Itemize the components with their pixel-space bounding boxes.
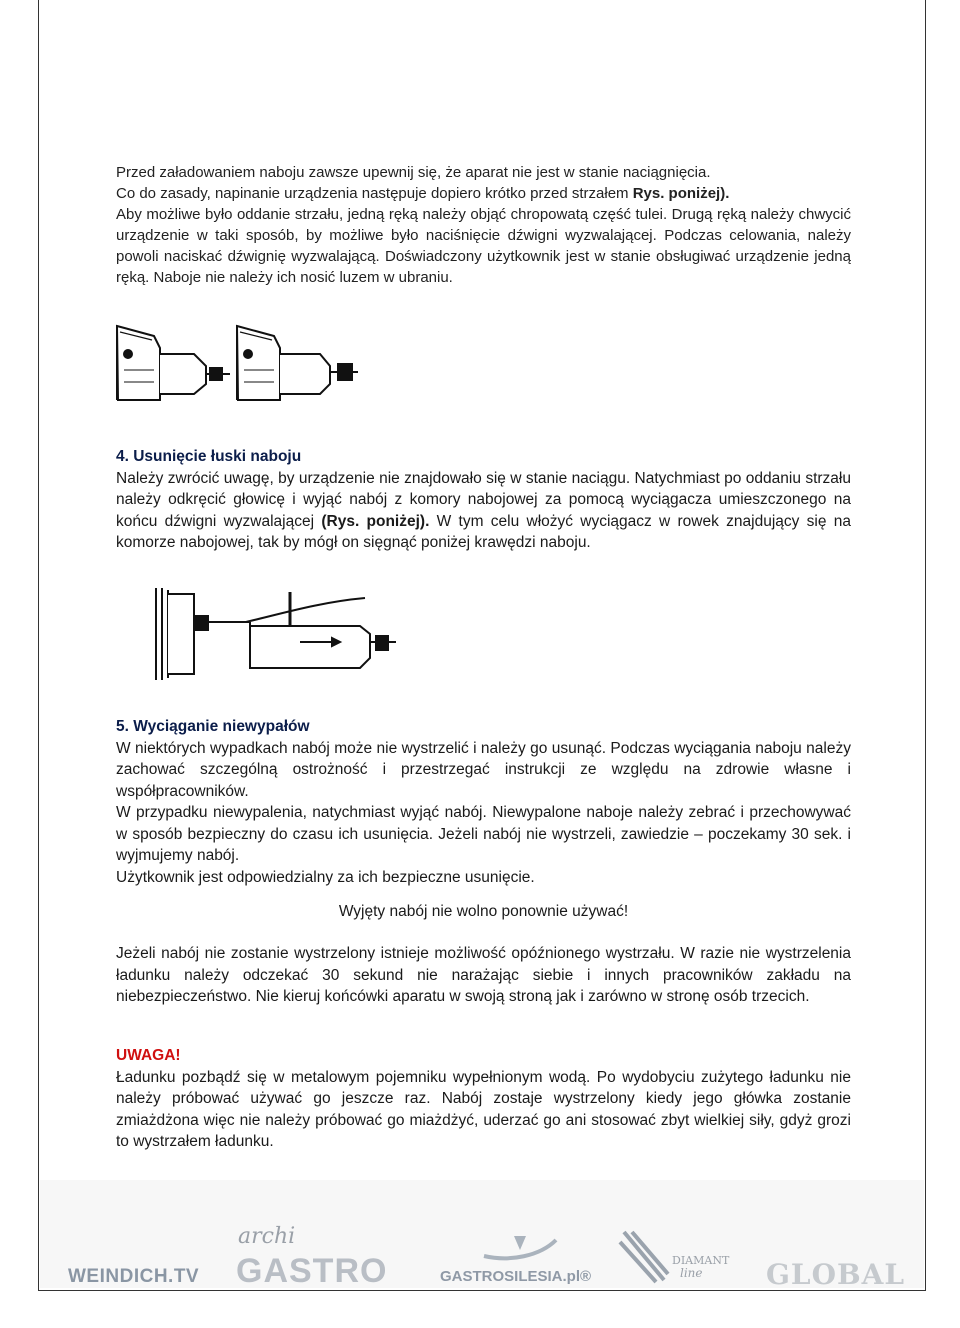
tool-drawing-left — [117, 326, 230, 400]
logo-gastro: GASTRO — [236, 1252, 388, 1290]
diamant-emblem-icon — [616, 1228, 672, 1284]
intro-paragraph — [116, 162, 851, 288]
warning-section — [116, 1045, 851, 1153]
logo-global: GLOBAL — [766, 1258, 906, 1291]
section-4-text-b: W tym celu włożyć wyciągacz w rowek znajdujący się na komorze nabojowej, tak by mógł on sięgnąć poniżej krawędzi naboju. — [116, 512, 851, 551]
section-5-paragraph-3: Użytkownik jest odpowiedzialny za ich bezpieczne usunięcie. — [116, 868, 535, 886]
warning-text: Ładunku pozbądź się w metalowym pojemniku wypełnionym wodą. Po wydobyciu zużytego ładunku nie należy próbować używać go jeszcze raz. Nabój zostaje wystrzelony kiedy jego główka zostanie zmiażdżona więc nie należy próbować go miażdżyć, uderzać go ani stosować zbyt wielkiej siły, gdyż grozi to wystrzałem ładunku. — [116, 1068, 851, 1150]
extraction-figure — [150, 584, 400, 684]
logo-gastrosilesia: GASTROSILESIA.pl® — [440, 1268, 592, 1285]
delayed-shot-paragraph: Jeżeli nabój nie zostanie wystrzelony istnieje możliwość opóźnionego wystrzału. W razie nie wystrzelenia ładunku należy odczekać 30 sekund nie narażając siebie i innych pracowników zakładu na niebezpieczeństwo. Nie kieruj końcówki aparatu w swoją stroną jak i zarówno w stronę osób trzecich. — [116, 945, 851, 1005]
logo-diamant: DIAMANT — [672, 1254, 730, 1267]
intro-line-2 — [116, 183, 851, 204]
section-4-text — [116, 468, 851, 554]
intro-rest: Aby możliwe było oddanie strzału, jedną ręką należy objąć chropowatą część tulei. Drugą ręką należy chwycić urządzenie w taki sposób, by możliwe było naciśnięcie dźwigni wyzwalającej. Podczas celowania, należy powoli naciskać dźwignię wyzwalającą. Doświadczony użytkownik jest w stanie obsługiwać urządzenie jedną ręką. Naboje nie należy ich nosić luzem w ubraniu. — [116, 206, 851, 286]
logo-weindich: WEINDICH.TV — [68, 1266, 200, 1287]
intro-line-2-text: Co do zasady, napinanie urządzenia następuje dopiero krótko przed strzałem — [116, 185, 629, 202]
section-4-heading: 4. Usunięcie łuski naboju — [116, 448, 302, 465]
warning-title: UWAGA! — [116, 1047, 181, 1064]
intro-line-1: Przed załadowaniem naboju zawsze upewnij się, że aparat nie jest w stanie naciągnięcia. — [116, 164, 711, 181]
section-4-figure-reference: (Rys. poniżej). — [321, 512, 430, 530]
section-5-paragraph-1: W niektórych wypadkach nabój może nie wystrzelić i należy go usunąć. Podczas wyciągania naboju należy zachować szczególną ostrożność i przestrzegać instrukcji ze względu na zdrowie własne i współpracowników. — [116, 739, 851, 800]
tool-drawing-right — [237, 326, 358, 400]
figure-reference: Rys. poniżej). — [632, 185, 730, 202]
gastrosilesia-swoosh-icon — [480, 1232, 560, 1262]
loading-figure — [114, 322, 364, 404]
notice-line: Wyjęty nabój nie wolno ponownie używać! — [338, 903, 629, 920]
section-5-heading: 5. Wyciąganie niewypałów — [116, 718, 310, 735]
section-5 — [116, 716, 851, 888]
footer-logos — [40, 1180, 924, 1291]
logo-diamant-line: line — [680, 1266, 703, 1280]
section-5-paragraph-2: W przypadku niewypalenia, natychmiast wyjąć nabój. Niewypalone naboje należy zebrać i przechowywać w sposób bezpieczny do czasu ich usunięcia. Jeżeli nabój nie wystrzeli, zawiedzie – poczekamy 30 sek. i wyjmujemy nabój. — [116, 804, 851, 864]
section-4-text-a: Należy zwrócić uwagę, by urządzenie nie znajdowało się w stanie naciągu. Natychmiast po oddaniu strzału należy odkręcić głowicę i wyjąć nabój z komory nabojowej za pomocą wyciągacza umieszczonego na końcu dźwigni wyzwalającej — [116, 469, 851, 530]
logo-archi: archi — [238, 1224, 296, 1249]
section-4 — [116, 446, 851, 554]
